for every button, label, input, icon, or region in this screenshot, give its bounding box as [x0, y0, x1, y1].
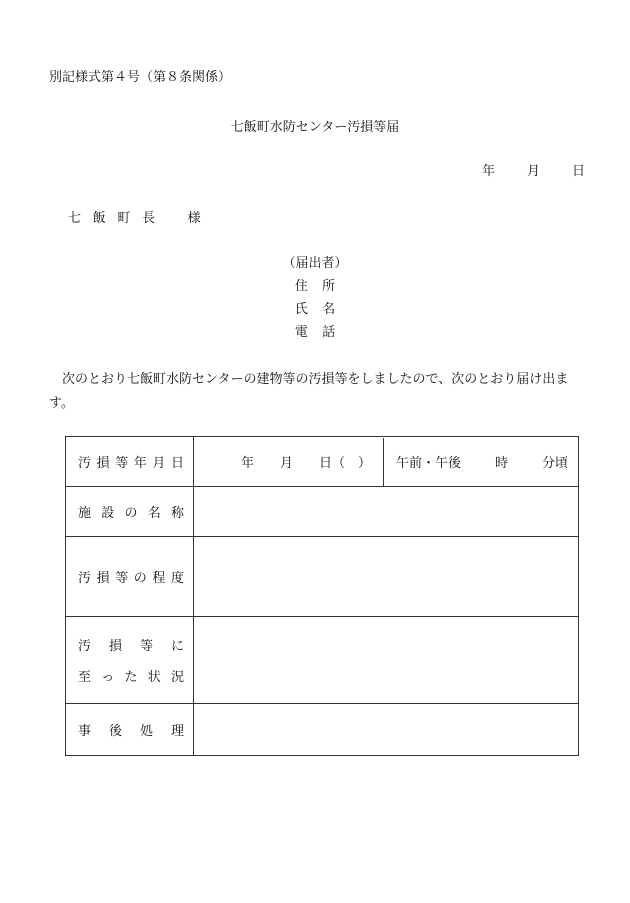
- year-label: 年: [482, 164, 496, 179]
- damage-date-label: [66, 452, 193, 471]
- aftermath-field[interactable]: [194, 704, 579, 756]
- circumstance-label-cell: [66, 617, 194, 704]
- addressee: [68, 207, 201, 226]
- extent-label-cell: [66, 537, 194, 617]
- document-title: 七飯町水防センター汚損等届: [230, 120, 400, 135]
- minute-label: 分頃: [541, 456, 568, 471]
- phone-label: 電話: [294, 325, 350, 340]
- applicant-block: [0, 252, 630, 344]
- circumstance-label-line1: [78, 635, 184, 654]
- label-char: 損: [96, 571, 110, 586]
- label-char: 汚: [78, 571, 92, 586]
- facility-field[interactable]: [194, 487, 579, 537]
- label-char: 程: [152, 571, 166, 586]
- label-char: 度: [170, 571, 184, 586]
- label-char: 称: [170, 506, 184, 521]
- label-char: 日: [170, 456, 184, 471]
- facility-label-cell: [66, 487, 194, 537]
- submission-date: [482, 160, 585, 179]
- damage-date-field[interactable]: [194, 437, 579, 487]
- label-char: っ: [101, 670, 115, 685]
- ampm-label: 午前・午後: [396, 456, 462, 471]
- form-reference: 別記様式第４号（第８条関係）: [49, 70, 232, 85]
- label-char: 状: [147, 670, 161, 685]
- circumstance-field[interactable]: [194, 617, 579, 704]
- label-char: 設: [101, 506, 115, 521]
- label-char: 汚: [78, 639, 92, 654]
- address-label: 住所: [294, 279, 350, 294]
- circumstance-label-line2: [78, 666, 184, 685]
- label-char: 処: [139, 724, 153, 739]
- label-char: 年: [133, 456, 147, 471]
- label-char: 事: [78, 724, 92, 739]
- facility-label: [66, 502, 193, 521]
- label-char: の: [124, 506, 138, 521]
- label-char: 等: [139, 639, 153, 654]
- label-char: 施: [78, 506, 92, 521]
- label-char: 等: [115, 571, 129, 586]
- label-char: 月: [152, 456, 166, 471]
- label-char: 等: [115, 456, 129, 471]
- month-label: 月: [527, 164, 541, 179]
- label-char: 後: [108, 724, 122, 739]
- hour-label: 時: [494, 456, 508, 471]
- aftermath-label-cell: [66, 704, 194, 756]
- label-char: 至: [78, 670, 92, 685]
- damage-date-label-cell: [66, 437, 194, 487]
- label-char: 損: [108, 639, 122, 654]
- label-char: に: [170, 639, 184, 654]
- addressee-name: 七飯町長: [68, 211, 167, 226]
- report-table: [65, 436, 579, 756]
- label-char: 理: [170, 724, 184, 739]
- label-char: の: [133, 571, 147, 586]
- day-label: 日: [572, 164, 586, 179]
- label-char: 汚: [78, 456, 92, 471]
- label-char: 損: [96, 456, 110, 471]
- extent-label: [66, 567, 193, 586]
- label-char: 況: [170, 670, 184, 685]
- extent-field[interactable]: [194, 537, 579, 617]
- label-char: た: [124, 670, 138, 685]
- addressee-honorific: 様: [187, 211, 201, 226]
- time-entry[interactable]: [384, 438, 578, 486]
- name-label: 氏名: [294, 302, 350, 317]
- applicant-heading: （届出者）: [282, 256, 348, 271]
- aftermath-label: [66, 720, 193, 739]
- label-char: 名: [147, 506, 161, 521]
- date-entry[interactable]: 年 月 日（ ）: [194, 438, 384, 486]
- statement-text: 次のとおり七飯町水防センターの建物等の汚損等をしましたので、次のとおり届け出ます。: [49, 372, 569, 411]
